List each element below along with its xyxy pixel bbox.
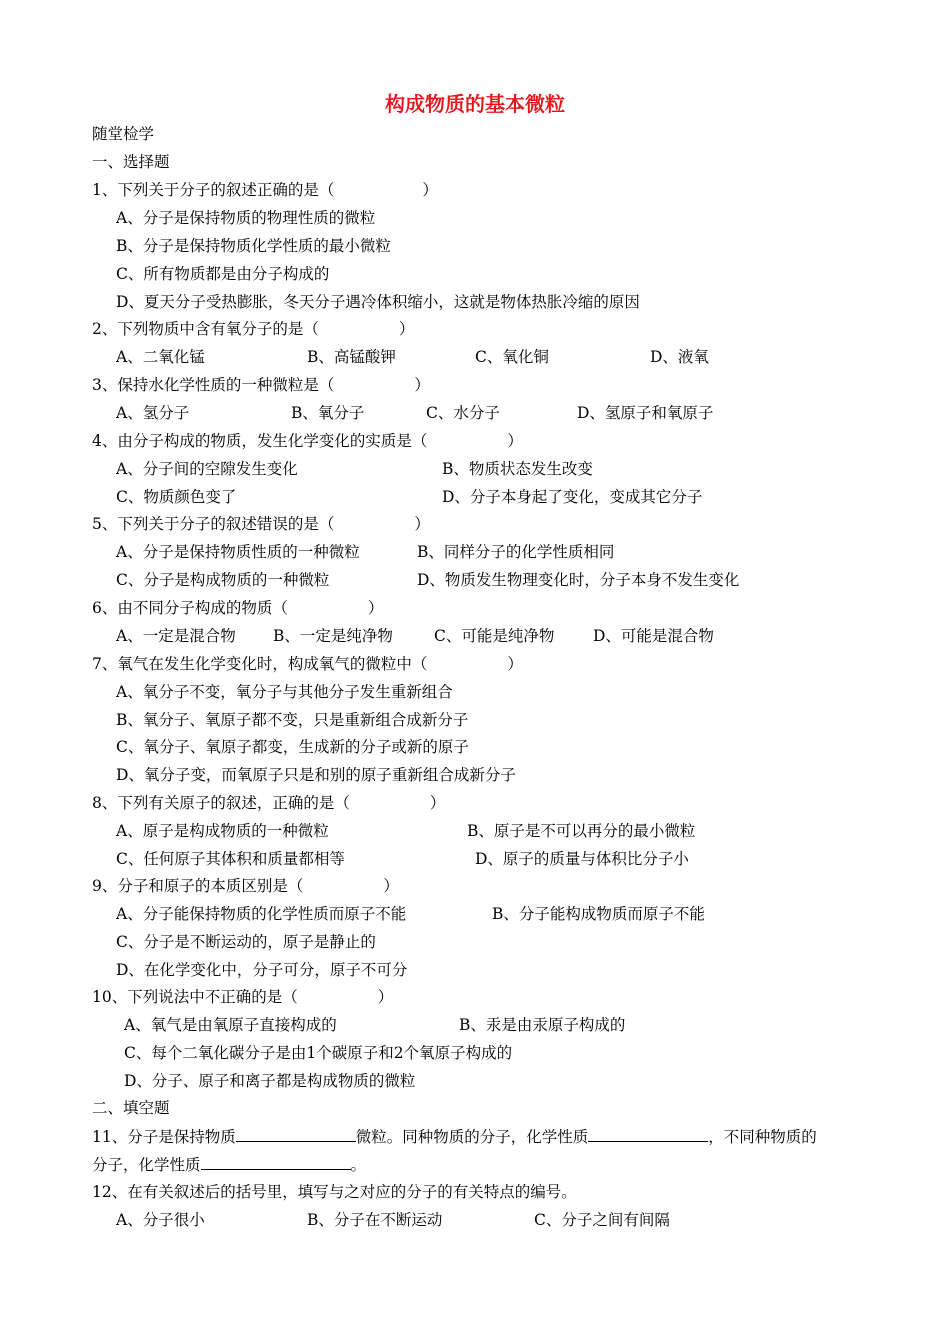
question-4-option-a: A、分子间的空隙发生变化 [116,460,298,478]
question-4-stem: 4、由分子构成的物质，发生化学变化的实质是（ ） [92,432,523,450]
question-5-stem: 5、下列关于分子的叙述错误的是（ ） [92,515,430,533]
question-1-option-a: A、分子是保持物质的物理性质的微粒 [116,209,376,227]
question-2-option-c: C、氧化铜 [475,348,549,366]
question-11-line-1: 11、分子是保持物质 微粒。同种物质的分子，化学性质 ，不同种物质的 [92,1128,817,1146]
question-7-stem: 7、氧气在发生化学变化时，构成氧气的微粒中（ ） [92,655,523,673]
section-label: 随堂检学 [92,125,155,143]
question-1-option-c: C、所有物质都是由分子构成的 [116,265,330,283]
document-title: 构成物质的基本微粒 [385,92,565,116]
question-10-option-b: B、汞是由汞原子构成的 [459,1016,626,1034]
question-7-option-a: A、氧分子不变，氧分子与其他分子发生重新组合 [116,683,453,701]
part1-heading: 一、选择题 [92,153,170,171]
answer-blank[interactable] [201,1154,351,1170]
question-9-stem: 9、分子和原子的本质区别是（ ） [92,877,399,895]
question-2-stem: 2、下列物质中含有氧分子的是（ ） [92,320,415,338]
question-3-option-d: D、氢原子和氧原子 [577,404,714,422]
question-10-option-d: D、分子、原子和离子都是构成物质的微粒 [124,1072,416,1090]
question-4-option-d: D、分子本身起了变化，变成其它分子 [442,488,703,506]
answer-blank[interactable] [588,1126,708,1142]
question-4-option-b: B、物质状态发生改变 [442,460,593,478]
question-7-option-c: C、氧分子、氧原子都变，生成新的分子或新的原子 [116,738,469,756]
question-1-stem: 1、下列关于分子的叙述正确的是（ ） [92,181,438,199]
question-12-stem: 12、在有关叙述后的括号里，填写与之对应的分子的有关特点的编号。 [92,1183,577,1201]
question-9-option-b: B、分子能构成物质而原子不能 [492,905,705,923]
question-3-stem: 3、保持水化学性质的一种微粒是（ ） [92,376,430,394]
part2-heading: 二、填空题 [92,1099,170,1117]
question-2-option-d: D、液氧 [650,348,709,366]
question-7-option-b: B、氧分子、氧原子都不变，只是重新组合成新分子 [116,711,469,729]
question-12-option-b: B、分子在不断运动 [307,1211,443,1229]
question-12-option-a: A、分子很小 [116,1211,205,1229]
question-1-option-b: B、分子是保持物质化学性质的最小微粒 [116,237,391,255]
question-7-option-d: D、氧分子变，而氧原子只是和别的原子重新组合成新分子 [116,766,516,784]
question-10-option-a: A、氧气是由氧原子直接构成的 [124,1016,337,1034]
question-12-option-c: C、分子之间有间隔 [534,1211,670,1229]
question-8-option-b: B、原子是不可以再分的最小微粒 [467,822,696,840]
question-3-option-c: C、水分子 [426,404,500,422]
question-6-stem: 6、由不同分子构成的物质（ ） [92,599,384,617]
question-8-option-d: D、原子的质量与体积比分子小 [475,850,689,868]
question-2-option-b: B、高锰酸钾 [307,348,396,366]
question-8-stem: 8、下列有关原子的叙述，正确的是（ ） [92,794,446,812]
question-3-option-a: A、氢分子 [116,404,190,422]
question-5-option-a: A、分子是保持物质性质的一种微粒 [116,543,360,561]
question-2-option-a: A、二氧化锰 [116,348,205,366]
question-8-option-a: A、原子是构成物质的一种微粒 [116,822,329,840]
question-5-option-b: B、同样分子的化学性质相同 [417,543,615,561]
question-3-option-b: B、氧分子 [291,404,365,422]
answer-blank[interactable] [236,1126,356,1142]
question-9-option-d: D、在化学变化中，分子可分，原子不可分 [116,961,408,979]
question-10-option-c: C、每个二氧化碳分子是由1个碳原子和2个氧原子构成的 [124,1044,513,1062]
question-6-option-c: C、可能是纯净物 [434,627,555,645]
question-6-option-a: A、一定是混合物 [116,627,236,645]
question-11-line-2: 分子，化学性质 。 [92,1156,367,1174]
question-9-option-a: A、分子能保持物质的化学性质而原子不能 [116,905,407,923]
question-10-stem: 10、下列说法中不正确的是（ ） [92,988,394,1006]
question-6-option-d: D、可能是混合物 [593,627,714,645]
question-1-option-d: D、夏天分子受热膨胀，冬天分子遇冷体积缩小，这就是物体热胀冷缩的原因 [116,293,640,311]
question-9-option-c: C、分子是不断运动的，原子是静止的 [116,933,376,951]
question-5-option-d: D、物质发生物理变化时，分子本身不发生变化 [417,571,740,589]
question-5-option-c: C、分子是构成物质的一种微粒 [116,571,330,589]
question-4-option-c: C、物质颜色变了 [116,488,237,506]
question-8-option-c: C、任何原子其体积和质量都相等 [116,850,345,868]
question-6-option-b: B、一定是纯净物 [273,627,393,645]
